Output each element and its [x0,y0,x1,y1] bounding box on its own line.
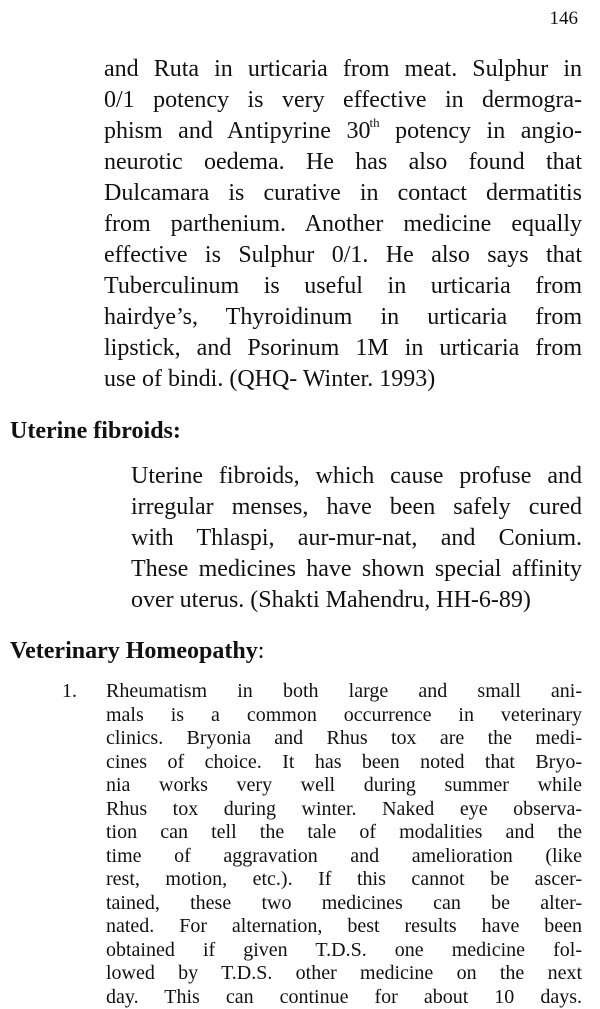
text-line: Rheumatism in both large and small ani- [106,680,582,702]
text-line: 0/1 potency is very effective in dermogra- [104,87,582,113]
text-line [104,116,582,149]
heading-colon: : [257,638,265,664]
text-line: rest, motion, etc.). If this cannot be ascer- [106,868,582,890]
text-line: nated. For alternation, best results have been [106,915,582,937]
text-line: and Ruta in urticaria from meat. Sulphur in [104,56,582,82]
text-line: clinics. Bryonia and Rhus tox are the medi- [106,727,582,749]
list-item-number: 1. [62,680,77,702]
text-line: with Thlaspi, aur-mur-nat, and Conium. [131,525,582,551]
text-line: effective is Sulphur 0/1. He also says that [104,242,582,268]
text-line: lowed by T.D.S. other medicine on the next [106,962,582,984]
text-line: over uterus. (Shakti Mahendru, HH-6-89) [131,587,531,613]
text-line: nia works very well during summer while [106,774,582,796]
text-fragment: phism and Antipyrine 30 [104,118,371,144]
section-heading-uterine-fibroids: Uterine fibroids: [10,418,181,444]
text-line: use of bindi. (QHQ- Winter. 1993) [104,366,436,392]
superscript: th [369,115,380,130]
text-line: tion can tell the tale of modalities and the [106,821,582,843]
text-line: mals is a common occurrence in veterinary [106,703,582,726]
heading-text: Veterinary Homeopathy [10,638,258,664]
text-line: These medicines have shown special affinity [131,556,582,582]
text-line: day. This can continue for about 10 days. [106,985,582,1008]
text-line: tained, these two medicines can be alter- [106,891,582,914]
text-line: Uterine fibroids, which cause profuse and [131,463,582,489]
text-line: obtained if given T.D.S. one medicine fol- [106,938,582,961]
text-line: Dulcamara is curative in contact dermatitis [104,180,582,206]
text-line: Tuberculinum is useful in urticaria from [104,273,582,299]
text-line: Rhus tox during winter. Naked eye observa- [106,797,582,820]
text-line: neurotic oedema. He has also found that [104,149,582,175]
text-line: time of aggravation and amelioration (like [106,844,582,867]
text-line: lipstick, and Psorinum 1M in urticaria from [104,335,582,361]
text-line: hairdye’s, Thyroidinum in urticaria from [104,304,582,330]
text-line: cines of choice. It has been noted that Bryo- [106,750,582,773]
section-heading-veterinary-homeopathy [10,638,264,665]
page-number: 146 [549,8,578,29]
text-line: from parthenium. Another medicine equally [104,211,582,237]
text-fragment: potency in angio- [379,118,583,144]
text-line: irregular menses, have been safely cured [131,494,582,520]
